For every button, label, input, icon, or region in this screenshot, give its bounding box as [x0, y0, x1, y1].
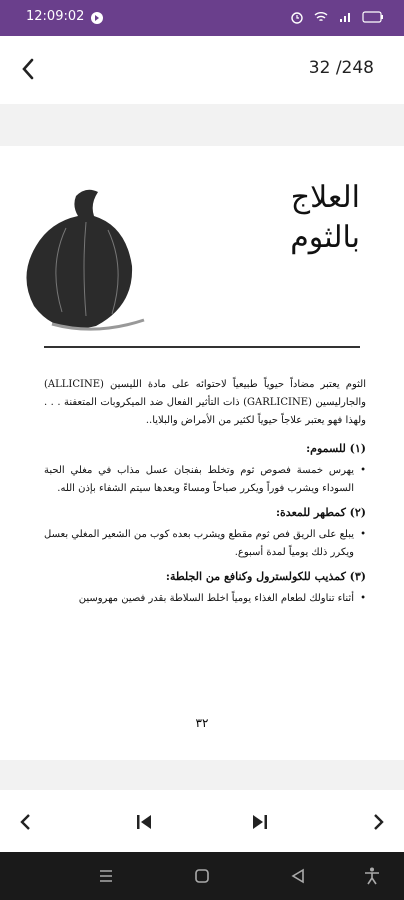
signal-icon — [338, 9, 352, 23]
section-heading: (١) للسموم: — [306, 442, 366, 455]
recents-button[interactable] — [96, 866, 116, 886]
reader-background — [0, 104, 404, 146]
section-bullet: • أثناء تناولك لطعام الغذاء يومياً اخلط السلاطة بقدر فصين مهروسين — [44, 590, 366, 608]
wifi-icon — [314, 9, 328, 23]
chevron-right-icon — [366, 810, 390, 834]
next-page-button[interactable] — [366, 810, 390, 834]
last-page-icon — [248, 810, 272, 834]
page-body — [44, 376, 366, 614]
first-page-icon — [132, 810, 156, 834]
back-triangle-icon — [288, 866, 308, 886]
back-nav-button[interactable] — [288, 866, 308, 886]
section-heading: (٣) كمذيب للكولسترول وكنافع من الجلطة: — [165, 570, 366, 583]
chevron-left-icon — [14, 810, 38, 834]
status-time: 12:09:02 — [26, 9, 85, 24]
app-bar — [0, 36, 404, 104]
back-button[interactable] — [14, 54, 44, 84]
back-arrow-icon — [14, 54, 44, 84]
chapter-title — [290, 178, 360, 258]
page-number: ٣٢ — [195, 716, 209, 730]
battery-icon — [362, 9, 384, 23]
recents-icon — [96, 866, 116, 886]
notification-icon — [90, 10, 104, 29]
status-bar — [0, 0, 404, 36]
page-counter: 32 /248 — [308, 58, 374, 78]
title-line-2: بالثوم — [290, 220, 360, 255]
garlic-illustration — [16, 186, 156, 336]
home-icon — [192, 866, 212, 886]
title-line-1: العلاج — [290, 180, 360, 215]
last-page-button[interactable] — [248, 810, 272, 834]
previous-page-button[interactable] — [14, 810, 38, 834]
reader-controls — [0, 790, 404, 852]
alarm-icon — [290, 9, 304, 23]
book-page — [0, 146, 404, 760]
section-bullet: • يهرس خمسة فصوص ثوم وتخلط بفنجان عسل مذاب في مغلي الحبة السوداء ويشرب فوراً ويكرر صباحاً ومساءً وبعدها سيتم الشفاء بإذن الله. — [44, 462, 366, 498]
status-icons — [290, 9, 384, 23]
home-button[interactable] — [192, 866, 212, 886]
reader-background — [0, 760, 404, 790]
section-bullet: • يبلع على الريق فص ثوم مقطع ويشرب بعده كوب من الشعير المغلي بعسل ويكرر ذلك يومياً لمدة أسبوع. — [44, 526, 366, 562]
accessibility-button[interactable] — [362, 866, 382, 886]
system-nav-bar — [0, 852, 404, 900]
first-page-button[interactable] — [132, 810, 156, 834]
accessibility-icon — [362, 866, 382, 886]
section-heading: (٢) كمطهر للمعدة: — [275, 506, 366, 519]
intro-paragraph: الثوم يعتبر مضاداً حيوياً طبيعياً لاحتوائه على مادة الليسين (ALLICINE) والجارليسين (GARLICINE) ذات التأثير الفعال ضد الميكروبات المتعفنة . . . ولهذا فهو يعتبر علاجاً حيوياً لكثير من الأمراض والبلايا.. — [44, 379, 366, 426]
title-divider — [44, 346, 360, 348]
